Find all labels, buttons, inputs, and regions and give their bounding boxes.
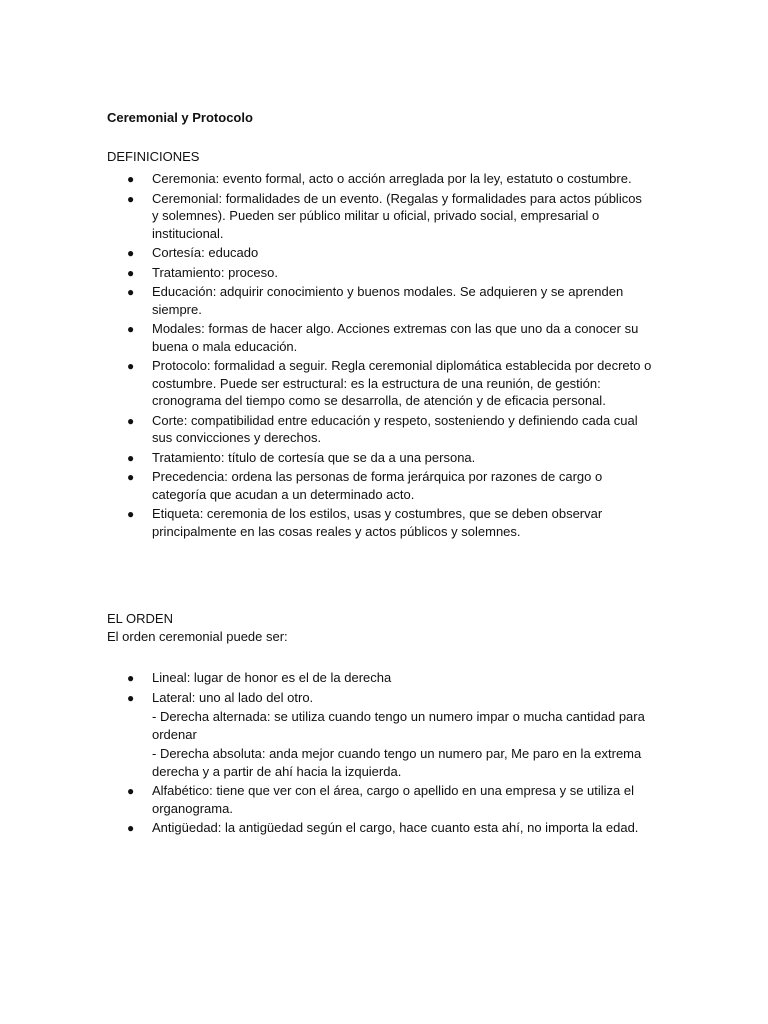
section-heading-definiciones: DEFINICIONES <box>107 149 200 164</box>
list-item: ● Corte: compatibilidad entre educación y respeto, sosteniendo y definiendo cada cual sus convicciones y derechos. <box>127 412 638 445</box>
bullet-icon: ● <box>127 784 135 798</box>
bullet-icon: ● <box>127 246 135 260</box>
bullet-icon: ● <box>127 265 135 280</box>
section-intro: El orden ceremonial puede ser: <box>107 629 288 644</box>
list-item: ● Educación: adquirir conocimiento y buenos modales. Se adquieren y se aprenden siempre. <box>127 284 624 317</box>
bullet-icon: ● <box>127 172 135 186</box>
bullet-icon: ● <box>127 821 135 835</box>
definitions-list <box>0 170 768 542</box>
list-item: ● Alfabético: tiene que ver con el área, cargo o apellido en una empresa y se utiliza el organograma. <box>127 783 635 816</box>
list-item: ● Ceremonial: formalidades de un evento. (Regalas y formalidades para actos públicos y solemnes). Pueden ser público militar u oficial, privado social, empresarial o institucional. <box>127 190 642 241</box>
bullet-icon: ● <box>127 507 135 521</box>
bullet-icon: ● <box>127 671 135 685</box>
list-item: ● Antigüedad: la antigüedad según el cargo, hace cuanto esta ahí, no importa la edad. <box>0 819 652 837</box>
document-title: Ceremonial y Protocolo <box>107 110 253 125</box>
bullet-icon: ● <box>127 450 135 465</box>
bullet-icon: ● <box>127 285 135 299</box>
bullet-icon: ● <box>127 191 135 206</box>
order-list <box>0 669 768 839</box>
list-item: ● Tratamiento: título de cortesía que se da a una persona. <box>0 449 652 467</box>
list-item: ● Lineal: lugar de honor es el de la derecha <box>0 669 652 687</box>
bullet-icon: ● <box>127 359 135 373</box>
list-item: ● Modales: formas de hacer algo. Acciones extremas con las que uno da a conocer su buena o mala educación. <box>127 321 639 354</box>
list-item: ● Tratamiento: proceso. <box>0 264 652 282</box>
list-item: ● Cortesía: educado <box>0 244 652 262</box>
section-heading-el-orden: EL ORDEN <box>107 611 173 626</box>
bullet-icon: ● <box>127 690 135 705</box>
list-item: ● Etiqueta: ceremonia de los estilos, usas y costumbres, que se deben observar principalmente en las cosas reales y actos públicos y solemnes. <box>127 506 603 539</box>
bullet-icon: ● <box>127 470 135 484</box>
list-item: ● Ceremonia: evento formal, acto o acción arreglada por la ley, estatuto o costumbre. <box>0 170 652 188</box>
sub-item: - Derecha absoluta: anda mejor cuando tengo un numero par, Me paro en la extrema derecha y a partir de ahí hacia la izquierda. <box>152 746 642 779</box>
list-item: ● Protocolo: formalidad a seguir. Regla ceremonial diplomática establecida por decreto o costumbre. Puede ser estructural: es la estructura de una reunión, de gestión: cronograma del tiempo como se desarrolla, de atención y de eficacia personal. <box>127 358 652 408</box>
bullet-icon: ● <box>127 322 135 336</box>
sub-item: - Derecha alternada: se utiliza cuando tengo un numero impar o mucha cantidad para ordenar <box>152 709 645 742</box>
bullet-icon: ● <box>127 413 135 428</box>
list-item: ● Precedencia: ordena las personas de forma jerárquica por razones de cargo o categoría que acudan a un determinado acto. <box>127 469 603 502</box>
list-item: ● Lateral: uno al lado del otro. <box>0 689 652 707</box>
